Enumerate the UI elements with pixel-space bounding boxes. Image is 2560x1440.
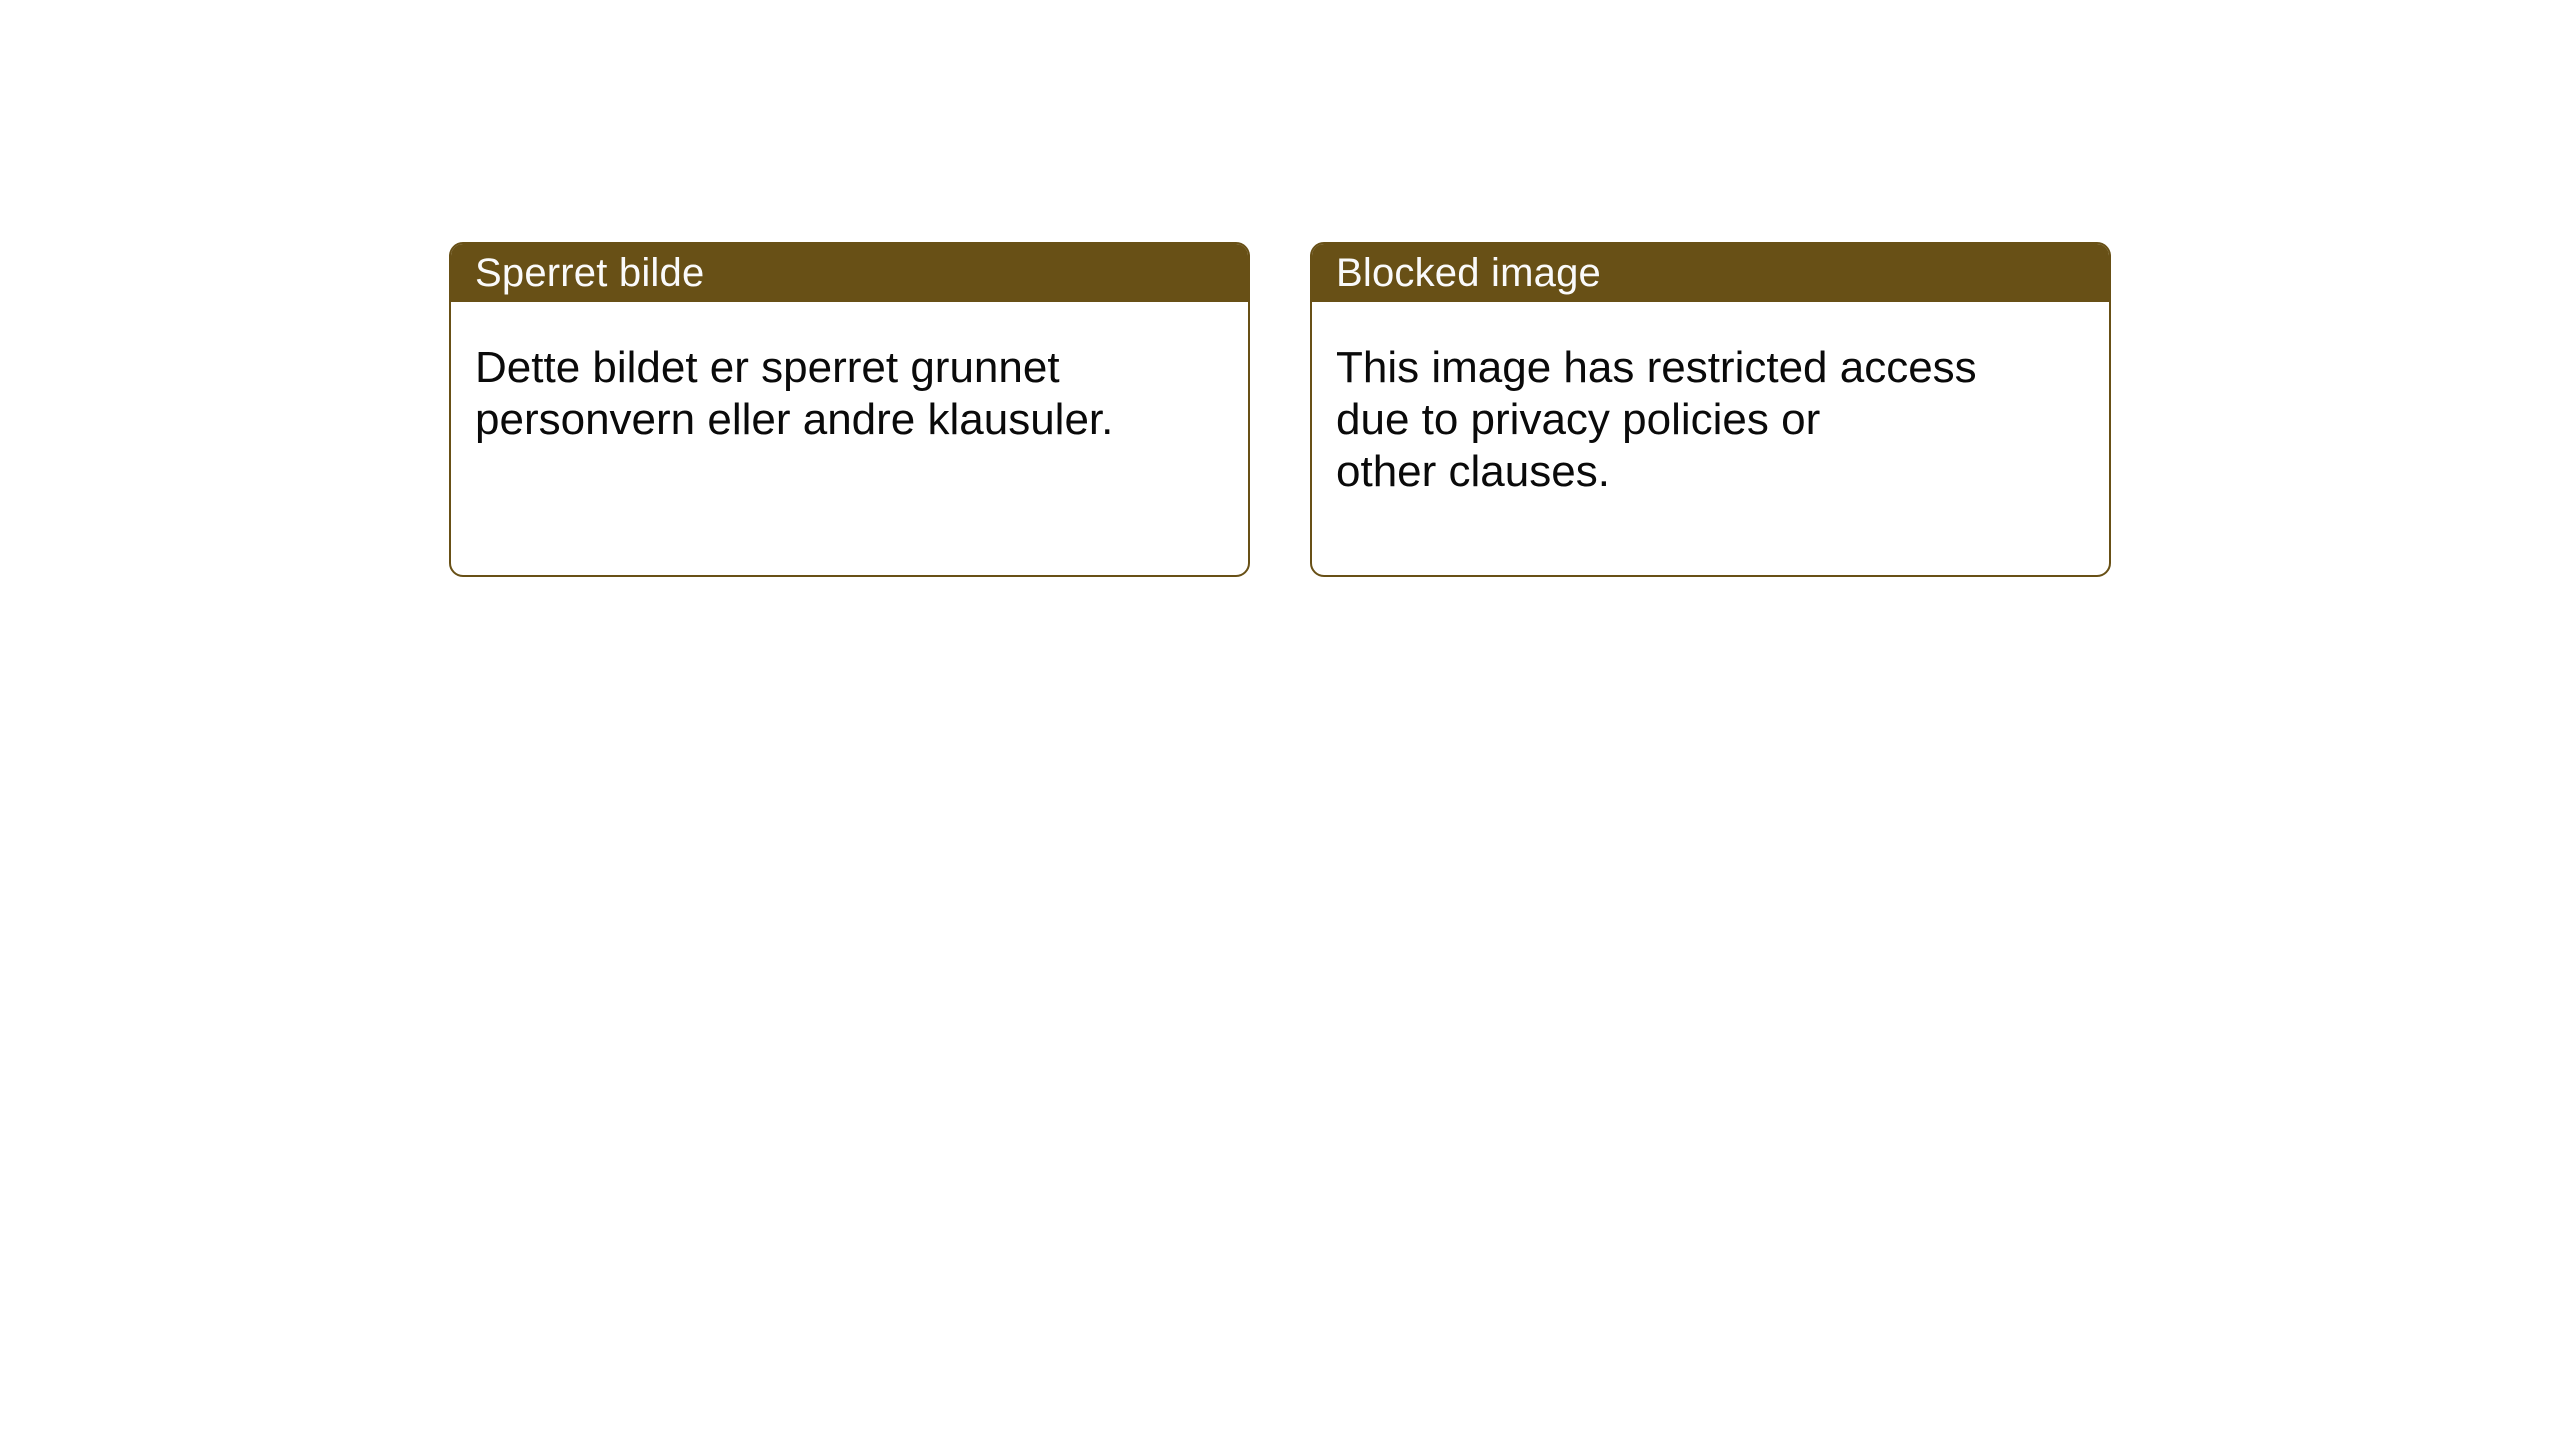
notice-title-english: Blocked image <box>1336 251 1601 295</box>
notice-body-line: personvern eller andre klausuler. <box>475 395 1114 444</box>
notice-body-english <box>1312 302 2109 498</box>
notice-body-line: This image has restricted access <box>1336 343 1977 392</box>
notice-title-norwegian: Sperret bilde <box>475 251 705 295</box>
notice-body-norwegian <box>451 302 1248 446</box>
blocked-image-notice-english <box>1310 242 2111 577</box>
notice-body-line: other clauses. <box>1336 447 1610 496</box>
notice-header-norwegian <box>451 244 1248 302</box>
notice-body-line: due to privacy policies or <box>1336 395 1821 444</box>
notice-header-english <box>1312 244 2109 302</box>
blocked-image-notice-norwegian <box>449 242 1250 577</box>
notice-body-line: Dette bildet er sperret grunnet <box>475 343 1060 392</box>
